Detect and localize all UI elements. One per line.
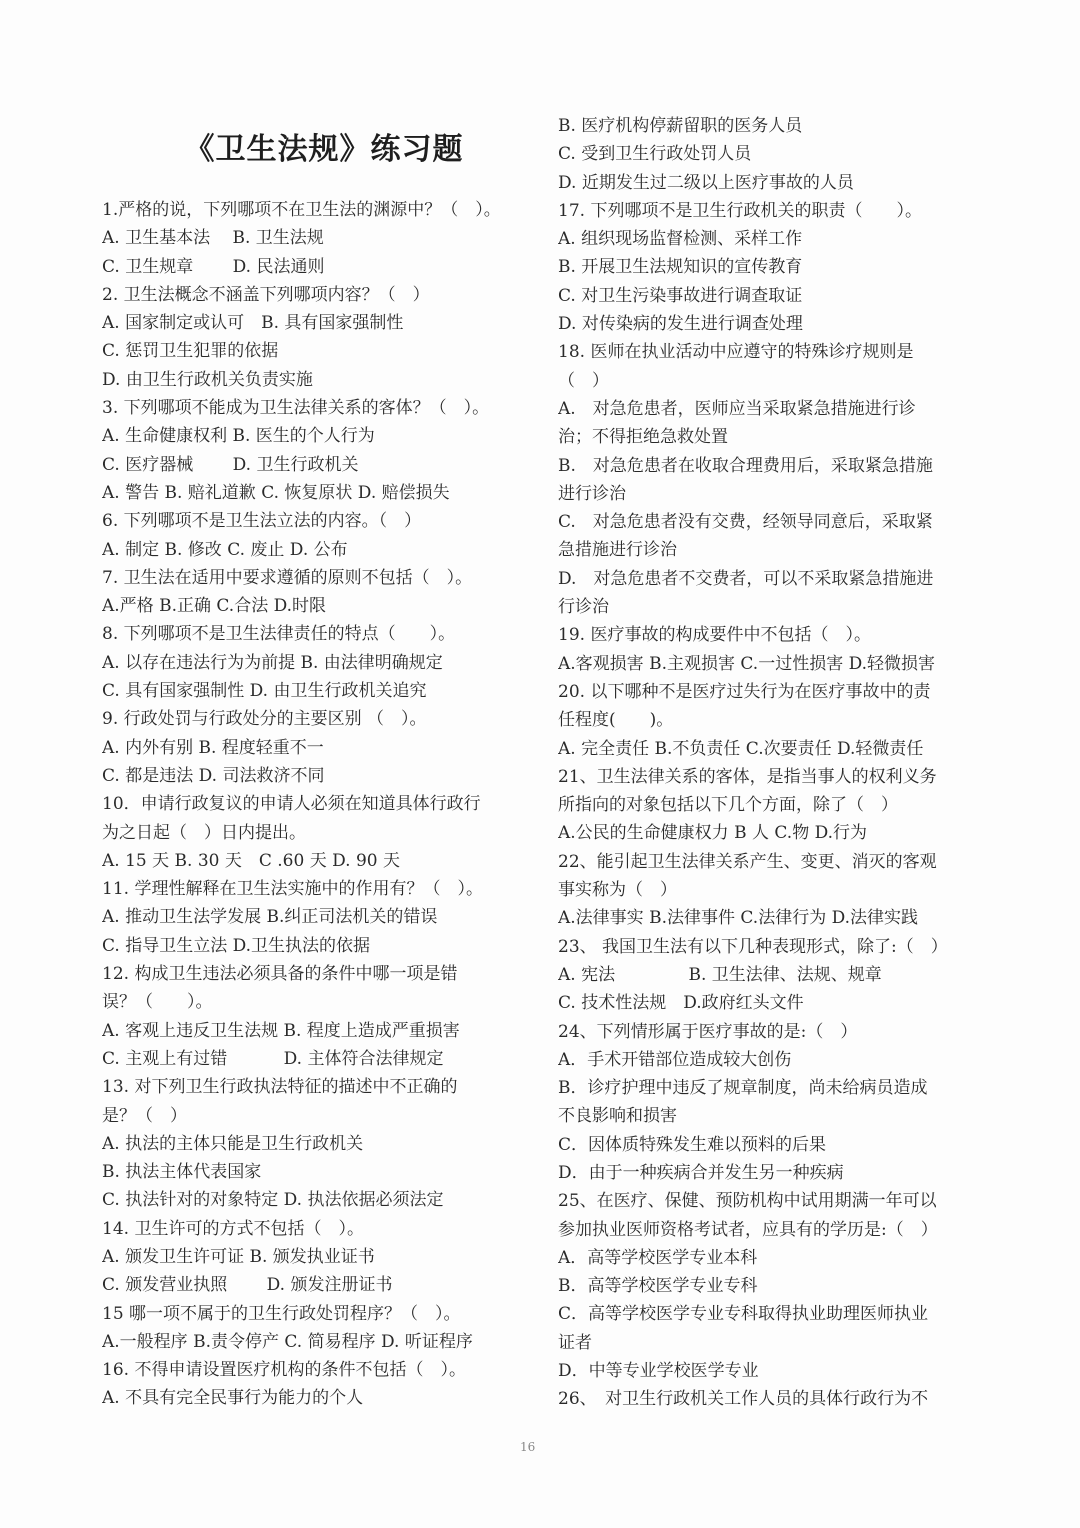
text-line: A. 完全责任 B.不负责任 C.次要责任 D.轻微责任 (558, 738, 924, 759)
text-line: D. 由卫生行政机关负责实施 (102, 369, 313, 390)
text-line: B．诊疗护理中违反了规章制度，尚未给病员造成 (558, 1078, 928, 1099)
text-line: C. 医疗器械 D. 卫生行政机关 (102, 454, 359, 475)
text-line: 事实称为（ ） (558, 880, 677, 901)
text-line: A. 颁发卫生许可证 B. 颁发执业证书 (102, 1246, 375, 1267)
text-line: 误？（ ）。 (102, 992, 213, 1013)
text-line: A．手术开错部位造成较大创伤 (558, 1049, 792, 1070)
text-line: A.公民的生命健康权力 B 人 C.物 D.行为 (558, 823, 868, 844)
text-line: B. 医疗机构停薪留职的医务人员 (558, 116, 803, 136)
text-line: 13. 对下列卫生行政执法特征的描述中不正确的 (102, 1077, 458, 1098)
text-line: B. 对急危患者在收取合理费用后，采取紧急措施 (558, 455, 933, 476)
text-line: 25、在医疗、保健、预防机构中试用期满一年可以 (558, 1191, 937, 1212)
text-line: C. 技术性法规 D.政府红头文件 (558, 993, 804, 1014)
text-line: A. 15 天 B. 30 天 C .60 天 D. 90 天 (102, 850, 400, 871)
text-line: D. 对急危患者不交费者，可以不采取紧急措施进 (558, 568, 934, 589)
text-line: 9. 行政处罚与行政处分的主要区别 （ ）。 (102, 709, 427, 730)
text-line: 是？（ ） (102, 1105, 187, 1126)
text-line: 10．申请行政复议的申请人必须在知道具体行政行 (102, 794, 481, 815)
right-question-list (558, 112, 986, 1414)
text-line: C. 惩罚卫生犯罪的依据 (102, 341, 279, 362)
text-line: C. 对卫生污染事故进行调查取证 (558, 285, 803, 306)
text-line: 任程度( )。 (558, 710, 674, 731)
text-line: 14. 卫生许可的方式不包括（ ）。 (102, 1218, 364, 1239)
text-line: 19. 医疗事故的构成要件中不包括（ ）。 (558, 625, 871, 646)
text-line: A. 推动卫生法学发展 B.纠正司法机关的错误 (102, 907, 438, 928)
text-line: 急措施进行诊治 (558, 540, 677, 561)
text-line: A. 宪法 B. 卫生法律、法规、规章 (558, 964, 882, 985)
text-line: 6. 下列哪项不是卫生法立法的内容。（ ） (102, 511, 422, 532)
text-line: 12. 构成卫生违法必须具备的条件中哪一项是错 (102, 964, 458, 985)
text-line: C．因体质特殊发生难以预料的后果 (558, 1134, 827, 1155)
text-line: 22、能引起卫生法律关系产生、变更、消灭的客观 (558, 851, 937, 872)
left-question-list (102, 196, 534, 1413)
text-line: 证者 (558, 1332, 592, 1353)
page-number: 16 (520, 1440, 536, 1454)
text-line: 20. 以下哪种不是医疗过失行为在医疗事故中的责 (558, 681, 931, 702)
text-line: C．高等学校医学专业专科取得执业助理医师执业 (558, 1304, 929, 1325)
text-line: A. 以存在违法行为为前提 B. 由法律明确规定 (102, 652, 443, 673)
text-line: D. 近期发生过二级以上医疗事故的人员 (558, 172, 854, 193)
text-line: C. 卫生规章 D. 民法通则 (102, 256, 325, 277)
text-line: A.严格 B.正确 C.合法 D.时限 (102, 596, 327, 617)
text-line: （ ） (558, 370, 609, 391)
text-line: 3. 下列哪项不能成为卫生法律关系的客体？（ ）。 (102, 398, 490, 419)
text-line: A. 客观上违反卫生法规 B. 程度上造成严重损害 (102, 1020, 460, 1041)
text-line: 21、卫生法律关系的客体，是指当事人的权利义务 (558, 766, 937, 787)
text-line: 行诊治 (558, 597, 609, 618)
text-line: A.一般程序 B.责令停产 C. 简易程序 D. 听证程序 (102, 1331, 473, 1352)
text-line: D．中等专业学校医学专业 (558, 1361, 759, 1382)
text-line: C. 具有国家强制性 D. 由卫生行政机关追究 (102, 681, 427, 702)
text-line: 8. 下列哪项不是卫生法律责任的特点（ ）。 (102, 624, 456, 645)
text-line: A. 执法的主体只能是卫生行政机关 (102, 1133, 364, 1154)
text-line: 7. 卫生法在适用中要求遵循的原则不包括（ ）。 (102, 567, 473, 588)
text-line: A.法律事实 B.法律事件 C.法律行为 D.法律实践 (558, 908, 919, 929)
text-line: C. 执法针对的对象特定 D. 执法依据必须法定 (102, 1190, 444, 1211)
text-line: A. 国家制定或认可 B. 具有国家强制性 (102, 313, 404, 334)
text-line: A. 不具有完全民事行为能力的个人 (102, 1388, 364, 1409)
right-column (558, 112, 986, 1414)
text-line: B. 执法主体代表国家 (102, 1162, 262, 1183)
text-line: A. 对急危患者，医师应当采取紧急措施进行诊 (558, 398, 916, 419)
text-line: 15 哪一项不属于的卫生行政处罚程序？（ ）。 (102, 1303, 461, 1324)
text-line: 所指向的对象包括以下几个方面，除了（ ） (558, 795, 898, 816)
text-line: D. 对传染病的发生进行调查处理 (558, 314, 803, 335)
text-line: 18. 医师在执业活动中应遵守的特殊诊疗规则是 (558, 342, 914, 363)
text-line: 23、 我国卫生法有以下几种表现形式，除了:（ ） (558, 936, 948, 957)
text-line: A. 组织现场监督检测、采样工作 (558, 229, 803, 250)
page-title: 《卫生法规》练习题 (184, 132, 464, 167)
text-line: 17. 下列哪项不是卫生行政机关的职责（ ）。 (558, 200, 922, 221)
text-line: A. 制定 B. 修改 C. 废止 D. 公布 (102, 539, 348, 560)
left-column (102, 112, 534, 1413)
text-line: C. 指导卫生立法 D.卫生执法的依据 (102, 935, 371, 956)
text-line: 26、 对卫生行政机关工作人员的具体行政行为不 (558, 1389, 929, 1410)
text-line: 为之日起（ ）日内提出。 (102, 822, 306, 843)
text-line: C. 主观上有过错 D. 主体符合法律规定 (102, 1048, 444, 1069)
text-line: 参加执业医师资格考试者，应具有的学历是:（ ） (558, 1219, 938, 1240)
text-line: C. 受到卫生行政处罚人员 (558, 144, 752, 165)
text-line: 不良影响和损害 (558, 1106, 677, 1127)
text-line: C. 对急危患者没有交费，经领导同意后，采取紧 (558, 512, 933, 533)
text-line: C. 颁发营业执照 D. 颁发注册证书 (102, 1275, 393, 1296)
text-line: A. 生命健康权利 B. 医生的个人行为 (102, 426, 375, 447)
text-line: A. 警告 B. 赔礼道歉 C. 恢复原状 D. 赔偿损失 (102, 482, 450, 503)
text-line: A.客观损害 B.主观损害 C.一过性损害 D.轻微损害 (558, 653, 936, 674)
text-line: B. 开展卫生法规知识的宣传教育 (558, 257, 803, 278)
text-line: 16. 不得申请设置医疗机构的条件不包括（ ）。 (102, 1360, 466, 1381)
text-line: D．由于一种疾病合并发生另一种疾病 (558, 1162, 844, 1183)
text-line: A．高等学校医学专业本科 (558, 1247, 758, 1268)
text-line: C. 都是违法 D. 司法救济不同 (102, 765, 325, 786)
text-line: 11. 学理性解释在卫生法实施中的作用有？（ ）。 (102, 879, 483, 900)
text-line: 2. 卫生法概念不涵盖下列哪项内容？（ ） (102, 284, 430, 305)
text-line: 治；不得拒绝急救处置 (558, 427, 728, 448)
text-line: A. 内外有别 B. 程度轻重不一 (102, 737, 324, 758)
text-line: 24、下列情形属于医疗事故的是:（ ） (558, 1021, 858, 1042)
text-line: 进行诊治 (558, 483, 626, 504)
text-line: B．高等学校医学专业专科 (558, 1276, 758, 1297)
text-line: A. 卫生基本法 B. 卫生法规 (102, 228, 324, 249)
text-line: 1.严格的说，下列哪项不在卫生法的渊源中？（ ）。 (102, 200, 501, 220)
